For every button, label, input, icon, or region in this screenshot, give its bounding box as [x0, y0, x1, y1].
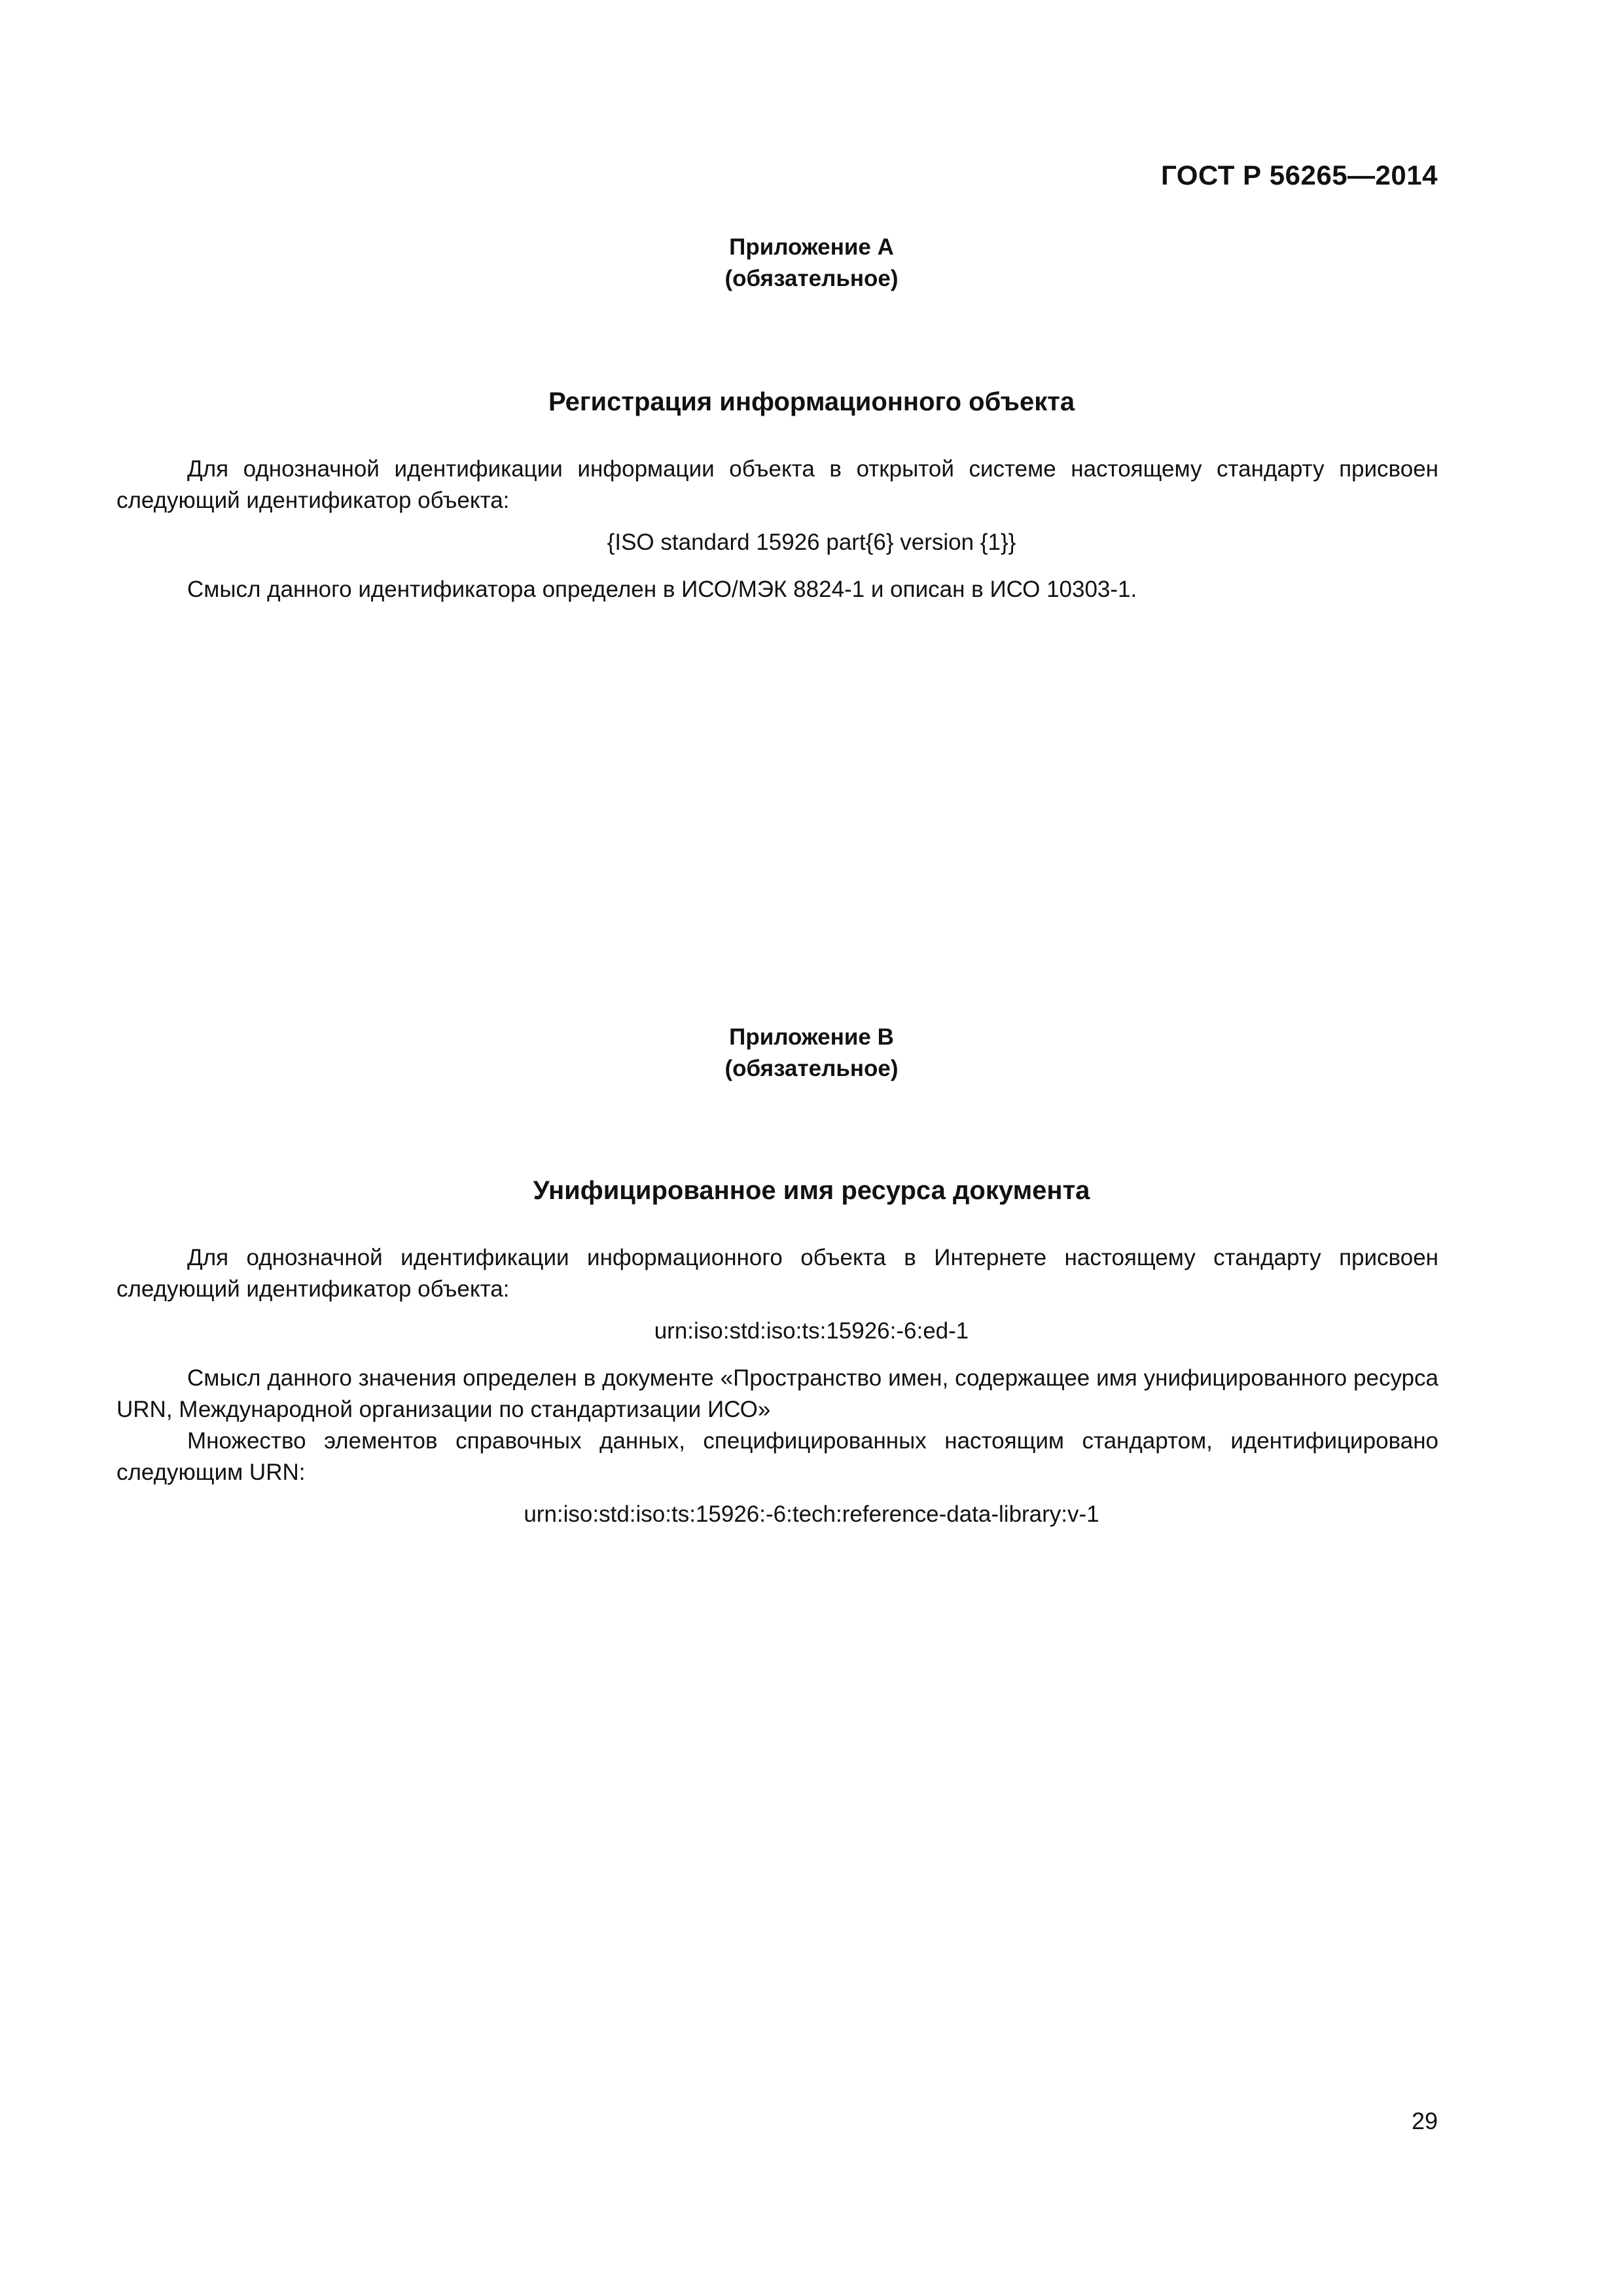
annex-a-paragraph-1 [116, 454, 1438, 516]
annex-b-paragraph-1-text: Для однозначной идентификации информационного объекта в Интернете настоящему стандарту присвоен следующий идентификатор объекта: [116, 1245, 1438, 1302]
annex-a-kind: (обязательное) [724, 266, 899, 291]
annex-b-label: Приложение В [729, 1024, 894, 1050]
annex-a-label: Приложение А [729, 234, 894, 260]
annex-b-heading [0, 1022, 1623, 1085]
annex-b-paragraph-3 [116, 1426, 1438, 1488]
annex-a-paragraph-1-text: Для однозначной идентификации информации объекта в открытой системе настоящему стандарту присвоен следующий идентификатор объекта: [116, 456, 1438, 513]
annex-a-paragraph-2 [116, 574, 1438, 605]
annex-b-kind: (обязательное) [724, 1056, 899, 1081]
annex-a-heading [0, 232, 1623, 295]
annex-a-paragraph-2-text: Смысл данного идентификатора определен в ИСО/МЭК 8824-1 и описан в ИСО 10303-1. [187, 577, 1137, 602]
annex-b-urn-2: urn:iso:std:iso:ts:15926:-6:tech:reference-data-library:v-1 [524, 1501, 1099, 1527]
annex-b-paragraph-3-text: Множество элементов справочных данных, специфицированных настоящим стандартом, идентифицировано следующим URN: [116, 1428, 1438, 1485]
document-identifier: ГОСТ Р 56265—2014 [1161, 160, 1438, 190]
annex-a-identifier: {ISO standard 15926 part{6} version {1}} [607, 529, 1016, 555]
annex-b-paragraph-2-text: Смысл данного значения определен в документе «Пространство имен, содержащее имя унифицированного ресурса URN, Международной организации по стандартизации ИСО» [116, 1365, 1438, 1422]
annex-b-paragraph-1 [116, 1242, 1438, 1305]
annex-b-paragraph-2 [116, 1363, 1438, 1426]
annex-b-title: Унифицированное имя ресурса документа [533, 1176, 1090, 1205]
annex-a-title: Регистрация информационного объекта [548, 387, 1075, 416]
page-number: 29 [1411, 2108, 1438, 2134]
annex-b-urn-1: urn:iso:std:iso:ts:15926:-6:ed-1 [654, 1318, 969, 1344]
